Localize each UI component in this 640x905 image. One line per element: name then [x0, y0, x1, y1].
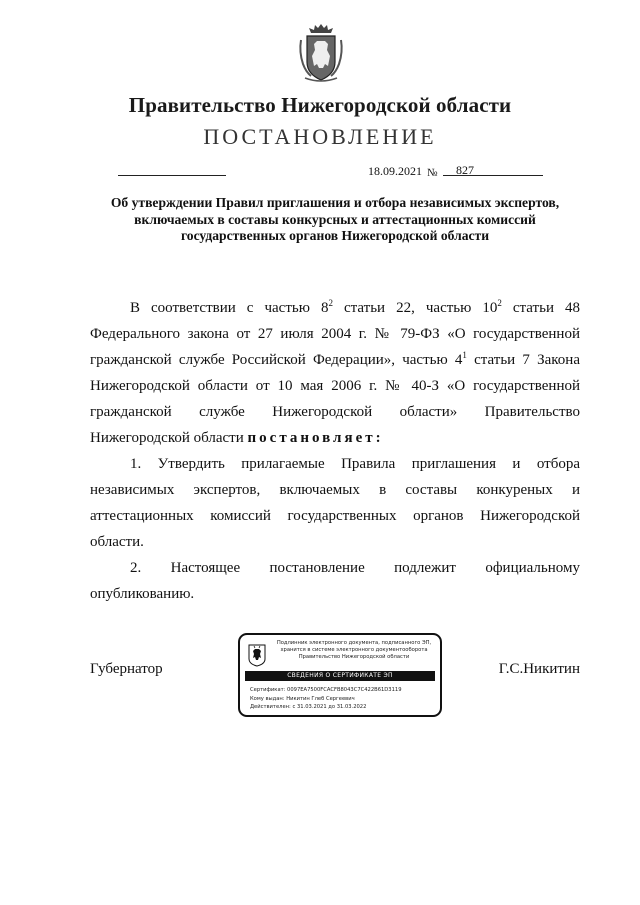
signer-role: Губернатор — [90, 661, 163, 677]
stamp-header-line-1: Подлинник электронного документа, подписанного ЭП, — [276, 640, 432, 646]
decree-word: постановляет: — [247, 430, 384, 446]
document-body — [90, 295, 580, 607]
valid-label: Действителен: — [250, 704, 291, 710]
preamble-text-c: статьи 48 Федерального закона от 27 июля 2004 г. № 79-ФЗ «О государственной гражданской службе Российской Федерации», частью 4 — [90, 300, 580, 368]
stamp-details — [250, 686, 438, 712]
number-sign: № — [427, 167, 438, 179]
paragraph-preamble — [90, 295, 580, 451]
stamp-header — [270, 640, 438, 661]
issued-value: Никитин Глеб Сергеевич — [286, 695, 355, 702]
preamble-text-b: статьи 22, частью 10 — [332, 300, 498, 316]
cert-value: 0097EA7500FCACFB8043C7C422B61D3119 — [287, 687, 402, 693]
valid-value: с 31.03.2021 до 31.03.2022 — [292, 704, 367, 710]
preamble-text-d: статьи 7 Закона Нижегородской области от 10 мая 2006 г. № 40-З «О государственной гражданской службе Нижегородской области» Правительство Нижегородской области — [90, 352, 580, 446]
cert-line — [250, 686, 438, 695]
issued-label: Кому выдан: — [250, 695, 285, 702]
document-type: ПОСТАНОВЛЕНИЕ — [203, 124, 437, 149]
date-number-row — [0, 161, 640, 183]
superscript-2: 2 — [497, 298, 502, 308]
document-date: 18.09.2021 — [368, 164, 422, 178]
superscript-1: 2 — [328, 298, 333, 308]
stamp-title-bar: СВЕДЕНИЯ О СЕРТИФИКАТЕ ЭП — [245, 671, 435, 681]
document-subject: Об утверждении Правил приглашения и отбора независимых экспертов, включаемых в составы конкурсных и аттестационных комиссий государственных органов Нижегородской области — [110, 195, 560, 243]
document-number: 827 — [456, 163, 474, 177]
paragraph-item-1: 1. Утвердить прилагаемые Правила приглашения и отбора независимых экспертов, включаемых в составы конкуреных и аттестационных комиссий государственных органов Нижегородской области. — [90, 456, 580, 550]
stamp-header-line-3: Правительство Нижегородской области — [298, 654, 410, 660]
electronic-signature-stamp — [238, 633, 442, 717]
signer-name: Г.С.Никитин — [498, 661, 580, 677]
date-blank-line — [118, 175, 226, 176]
valid-line — [250, 703, 438, 712]
superscript-3: 1 — [462, 350, 467, 360]
deer-emblem-icon — [248, 643, 266, 667]
issued-line — [250, 695, 438, 704]
paragraph-item-2: 2. Настоящее постановление подлежит официальному опубликованию. — [90, 560, 580, 602]
government-name: Правительство Нижегородской области — [128, 93, 512, 117]
preamble-text-a: В соответствии с частью 8 — [130, 300, 329, 316]
regional-coat-of-arms-icon — [297, 22, 345, 84]
stamp-header-line-2: хранится в системе электронного документооборота — [280, 647, 428, 653]
cert-label: Сертификат: — [250, 687, 286, 693]
